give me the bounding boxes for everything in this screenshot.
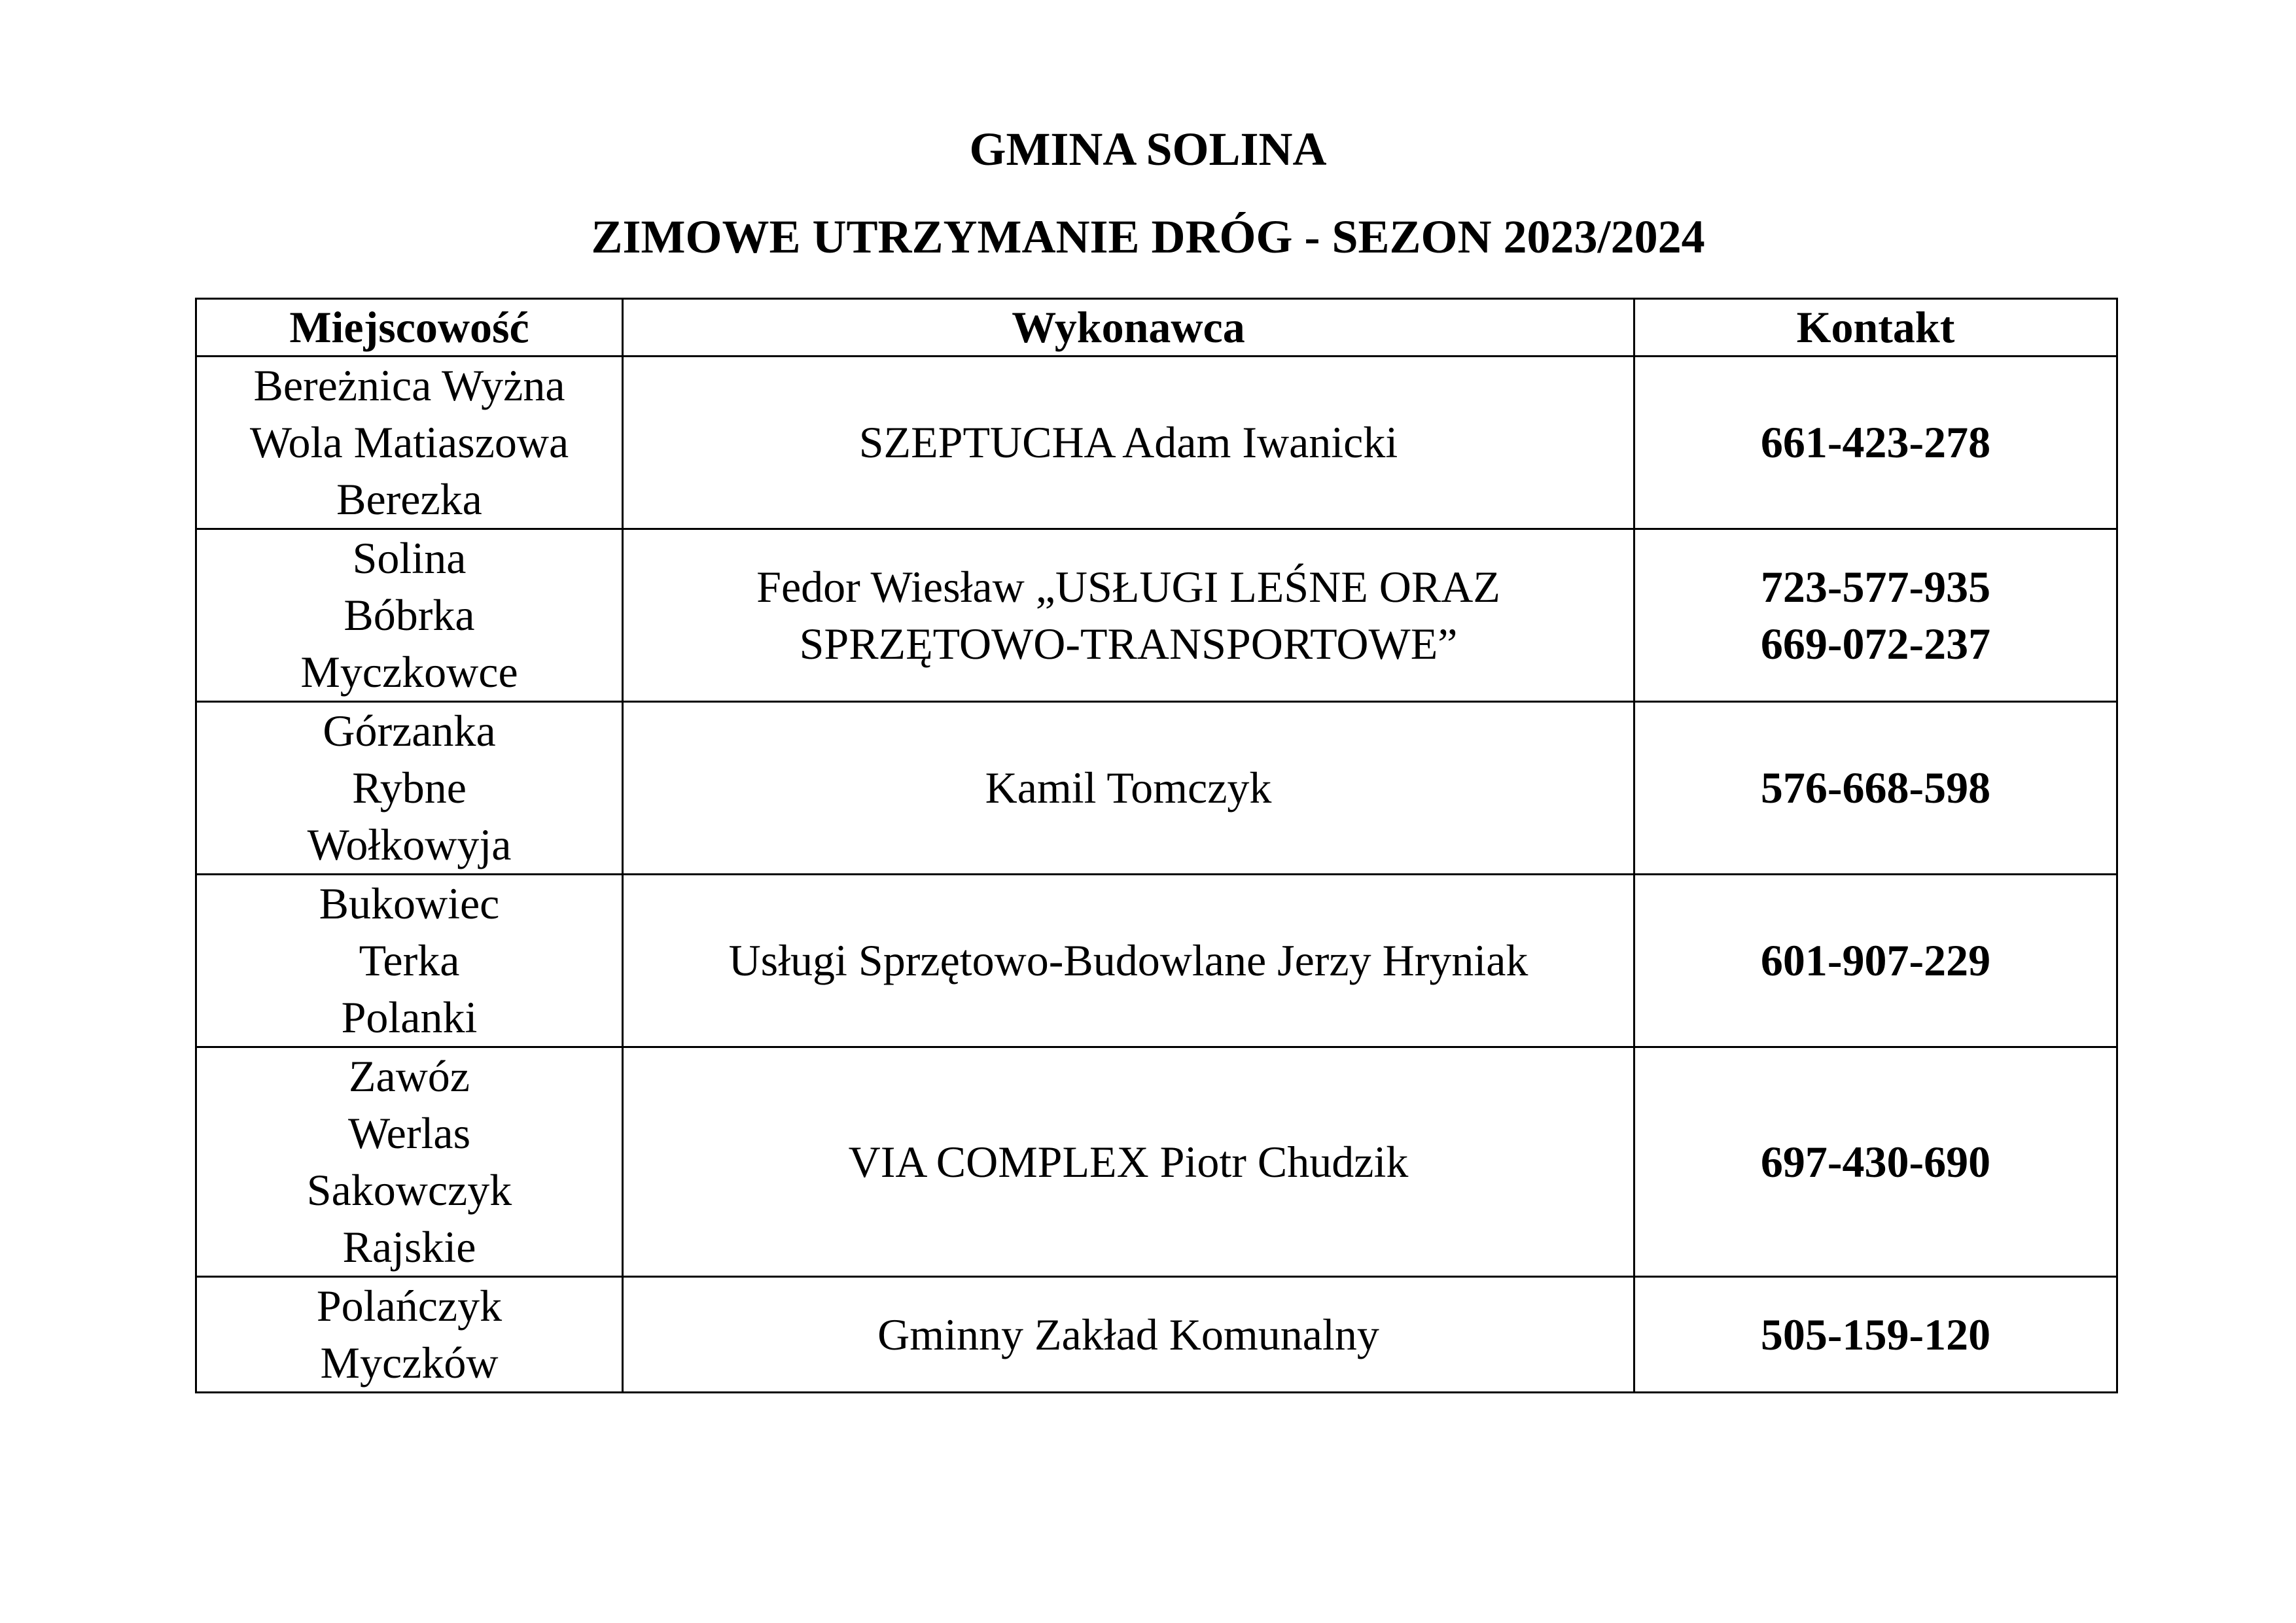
phone-number: 669-072-237	[1760, 618, 1991, 669]
contact-cell	[1634, 1277, 2117, 1393]
contractor-name: Kamil Tomczyk	[985, 763, 1272, 812]
localities-cell	[196, 1277, 623, 1393]
locality: Rybne	[352, 763, 467, 812]
table-header-row	[196, 299, 2117, 357]
winter-maintenance-table	[195, 298, 2118, 1393]
locality: Sakowczyk	[306, 1165, 512, 1215]
column-header-contractor: Wykonawca	[623, 299, 1634, 357]
contact-cell	[1634, 1047, 2117, 1277]
locality: Berezka	[336, 474, 482, 524]
table-row	[196, 1047, 2117, 1277]
localities-cell	[196, 357, 623, 529]
phone-number: 697-430-690	[1760, 1136, 1991, 1187]
phone-number: 661-423-278	[1760, 417, 1991, 467]
locality: Rajskie	[342, 1222, 476, 1272]
locality: Bereżnica Wyżna	[253, 360, 565, 410]
table-row	[196, 1277, 2117, 1393]
column-header-locality: Miejscowość	[196, 299, 623, 357]
phone-number: 505-159-120	[1760, 1309, 1991, 1359]
contact-cell	[1634, 529, 2117, 702]
locality: Werlas	[347, 1108, 471, 1158]
contractor-cell	[623, 702, 1634, 875]
table-row	[196, 875, 2117, 1047]
locality: Wołkowyja	[307, 820, 512, 869]
locality: Górzanka	[323, 706, 496, 756]
locality: Bukowiec	[319, 879, 500, 928]
locality: Solina	[352, 533, 467, 583]
table-row	[196, 529, 2117, 702]
localities-cell	[196, 1047, 623, 1277]
locality: Zawóz	[348, 1051, 470, 1101]
table-row	[196, 357, 2117, 529]
phone-number: 576-668-598	[1760, 763, 1991, 812]
contact-cell	[1634, 875, 2117, 1047]
locality: Myczków	[320, 1338, 499, 1387]
localities-cell	[196, 702, 623, 875]
table-row	[196, 702, 2117, 875]
locality: Terka	[359, 935, 460, 985]
locality: Bóbrka	[344, 590, 475, 640]
contractor-cell	[623, 1277, 1634, 1393]
contractor-cell	[623, 1047, 1634, 1277]
page-subtitle: ZIMOWE UTRZYMANIE DRÓG - SEZON 2023/2024	[591, 211, 1705, 263]
locality: Myczkowce	[300, 647, 518, 697]
contractor-name: SZEPTUCHA Adam Iwanicki	[858, 417, 1398, 467]
phone-number: 723-577-935	[1760, 561, 1991, 612]
localities-cell	[196, 875, 623, 1047]
contractor-name: VIA COMPLEX Piotr Chudzik	[848, 1136, 1409, 1187]
contact-cell	[1634, 357, 2117, 529]
locality: Polanki	[341, 992, 478, 1042]
locality: Wola Matiaszowa	[249, 417, 569, 467]
contractor-cell	[623, 529, 1634, 702]
localities-cell	[196, 529, 623, 702]
contractor-cell	[623, 875, 1634, 1047]
contact-cell	[1634, 702, 2117, 875]
phone-number: 601-907-229	[1760, 935, 1991, 985]
page-title: GMINA SOLINA	[969, 123, 1327, 175]
contractor-name: SPRZĘTOWO-TRANSPORTOWE”	[799, 618, 1458, 669]
contractor-name: Usługi Sprzętowo-Budowlane Jerzy Hryniak	[728, 935, 1528, 985]
locality: Polańczyk	[316, 1281, 503, 1331]
contractor-cell	[623, 357, 1634, 529]
contractor-name: Fedor Wiesław „USŁUGI LEŚNE ORAZ	[756, 561, 1500, 612]
contractor-name: Gminny Zakład Komunalny	[877, 1309, 1379, 1359]
column-header-contact: Kontakt	[1634, 299, 2117, 357]
